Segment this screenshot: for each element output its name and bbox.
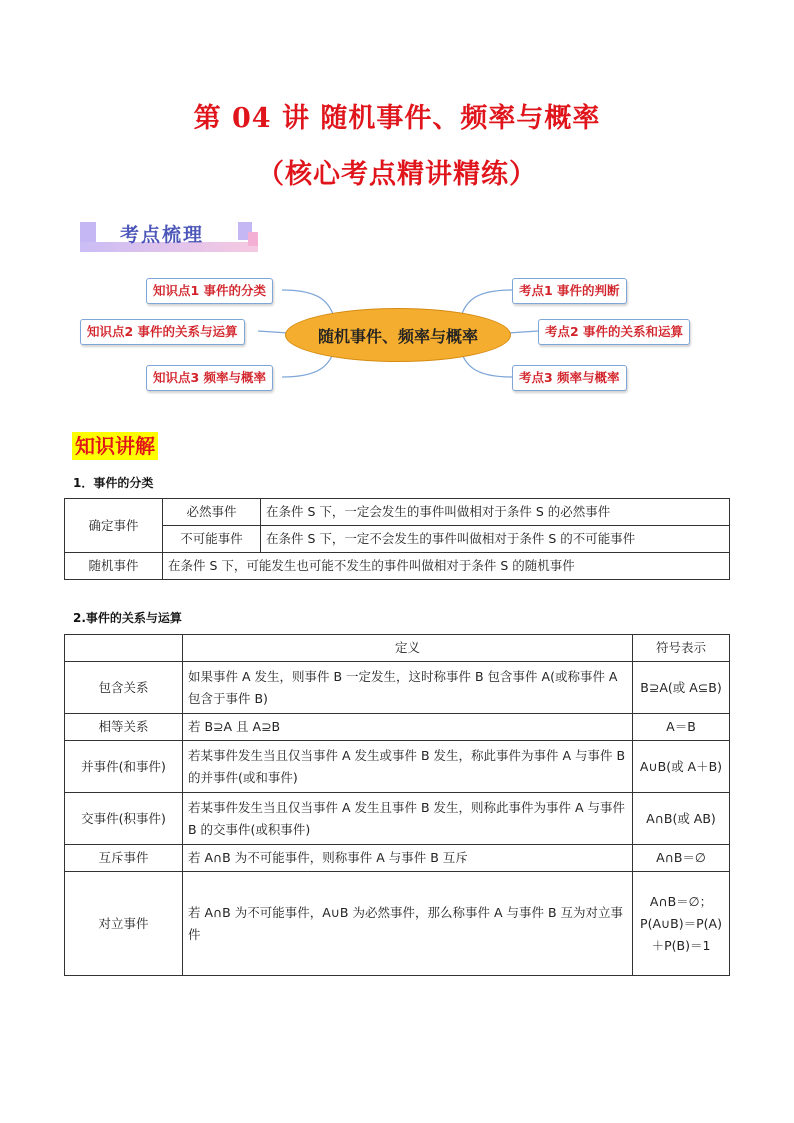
table-cell: 在条件 S 下，一定不会发生的事件叫做相对于条件 S 的不可能事件 xyxy=(261,526,730,553)
table-cell: A∩B(或 AB) xyxy=(633,793,730,845)
table-cell: 交事件(积事件) xyxy=(65,793,183,845)
table-cell: A∪B(或 A＋B) xyxy=(633,741,730,793)
mind-map-center: 随机事件、频率与概率 xyxy=(285,308,511,362)
banner-decor-square xyxy=(80,222,96,242)
table-cell: 如果事件 A 发生，则事件 B 一定发生，这时称事件 B 包含事件 A(或称事件 A 包含于事件 B) xyxy=(183,662,633,714)
table-header-cell: 符号表示 xyxy=(633,635,730,662)
section-banner xyxy=(80,218,258,252)
table-cell: 相等关系 xyxy=(65,714,183,741)
section-heading: 知识讲解 xyxy=(72,432,158,460)
table-cell: A＝B xyxy=(633,714,730,741)
table-header-cell: 定义 xyxy=(183,635,633,662)
mind-node-exam-1: 考点1 事件的判断 xyxy=(512,278,627,304)
table-cell: 包含关系 xyxy=(65,662,183,714)
mind-node-exam-3: 考点3 频率与概率 xyxy=(512,365,627,391)
event-relations-table xyxy=(64,634,730,976)
table-cell: 若 A∩B 为不可能事件，则称事件 A 与事件 B 互斥 xyxy=(183,845,633,872)
table-cell: 对立事件 xyxy=(65,872,183,976)
subsection-title: 2.事件的关系与运算 xyxy=(73,611,182,625)
table-cell: 若 B⊇A 且 A⊇B xyxy=(183,714,633,741)
table-cell: B⊇A(或 A⊆B) xyxy=(633,662,730,714)
mind-node-knowledge-3: 知识点3 频率与概率 xyxy=(146,365,273,391)
subsection-title: 1．事件的分类 xyxy=(73,476,154,490)
table-cell: A∩B＝∅ xyxy=(633,845,730,872)
mind-map xyxy=(0,260,794,400)
table-cell: 并事件(和事件) xyxy=(65,741,183,793)
mind-node-exam-2: 考点2 事件的关系和运算 xyxy=(538,319,690,345)
mind-node-knowledge-1: 知识点1 事件的分类 xyxy=(146,278,273,304)
table-cell: 确定事件 xyxy=(65,499,163,553)
event-classification-table xyxy=(64,498,730,580)
table-header-cell xyxy=(65,635,183,662)
mind-node-knowledge-2: 知识点2 事件的关系与运算 xyxy=(80,319,245,345)
table-cell: A∩B＝∅；P(A∪B)＝P(A)＋P(B)＝1 xyxy=(633,872,730,976)
banner-label: 考点梳理 xyxy=(120,224,205,246)
page-title: 第 04 讲 随机事件、频率与概率 xyxy=(193,103,601,134)
table-cell: 随机事件 xyxy=(65,553,163,580)
table-cell: 互斥事件 xyxy=(65,845,183,872)
table-cell: 若某事件发生当且仅当事件 A 发生或事件 B 发生，称此事件为事件 A 与事件 B 的并事件(或和事件) xyxy=(183,741,633,793)
table-cell: 若某事件发生当且仅当事件 A 发生且事件 B 发生，则称此事件为事件 A 与事件 B 的交事件(或积事件) xyxy=(183,793,633,845)
table-cell: 不可能事件 xyxy=(163,526,261,553)
table-cell: 在条件 S 下，一定会发生的事件叫做相对于条件 S 的必然事件 xyxy=(261,499,730,526)
table-cell: 在条件 S 下，可能发生也可能不发生的事件叫做相对于条件 S 的随机事件 xyxy=(163,553,730,580)
table-cell: 若 A∩B 为不可能事件，A∪B 为必然事件，那么称事件 A 与事件 B 互为对立事件 xyxy=(183,872,633,976)
table-cell: 必然事件 xyxy=(163,499,261,526)
page-subtitle: （核心考点精讲精练） xyxy=(257,159,537,190)
banner-decor-square xyxy=(248,232,258,246)
